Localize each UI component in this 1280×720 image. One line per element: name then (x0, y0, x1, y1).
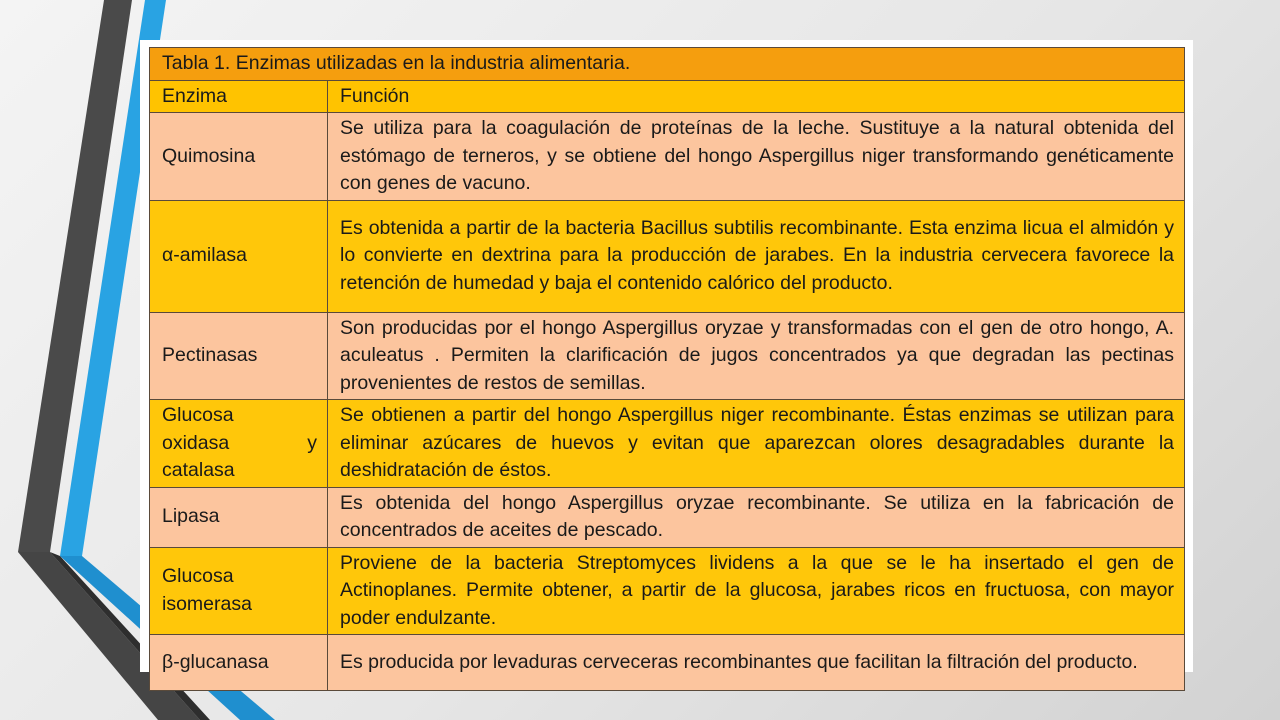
enzyme-name-line: y (307, 431, 317, 454)
column-header-funcion: Función (328, 80, 1185, 113)
table-row (150, 200, 1185, 312)
enzyme-name (150, 547, 328, 635)
table-title-row (150, 48, 1185, 81)
enzyme-function: Es obtenida del hongo Aspergillus oryzae recombinante. Se utiliza en la fabricación de concentrados de aceites de pescado. (328, 487, 1185, 547)
enzyme-name-line-group (162, 430, 317, 458)
enzyme-name: Pectinasas (150, 312, 328, 400)
table-title: Tabla 1. Enzimas utilizadas en la industria alimentaria. (150, 48, 1185, 81)
enzyme-name: β-glucanasa (150, 635, 328, 691)
enzyme-name-line: oxidasa (162, 431, 230, 454)
enzyme-name-line: isomerasa (162, 592, 252, 615)
enzyme-name (150, 400, 328, 488)
table-row (150, 113, 1185, 201)
table-frame (140, 40, 1193, 672)
enzyme-name: Quimosina (150, 113, 328, 201)
enzyme-function: Proviene de la bacteria Streptomyces lividens a la que se le ha insertado el gen de Actinoplanes. Permite obtener, a partir de la glucosa, jarabes ricos en fructuosa, con mayor poder endulzante. (328, 547, 1185, 635)
enzyme-name: Lipasa (150, 487, 328, 547)
enzyme-function: Son producidas por el hongo Aspergillus oryzae y transformadas con el gen de otro hongo, A. aculeatus . Permiten la clarificación de jugos concentrados ya que degradan las pectinas provenientes de restos de semillas. (328, 312, 1185, 400)
table-row (150, 312, 1185, 400)
enzyme-function: Es obtenida a partir de la bacteria Bacillus subtilis recombinante. Esta enzima licua el almidón y lo convierte en dextrina para la producción de jarabes. En la industria cervecera favorece la retención de humedad y baja el contenido calórico del producto. (328, 200, 1185, 312)
table-row (150, 547, 1185, 635)
enzyme-function: Se utiliza para la coagulación de proteínas de la leche. Sustituye a la natural obtenida del estómago de terneros, y se obtiene del hongo Aspergillus niger transformando genéticamente con genes de vacuno. (328, 113, 1185, 201)
table-row (150, 400, 1185, 488)
enzyme-function: Es producida por levaduras cerveceras recombinantes que facilitan la filtración del producto. (328, 635, 1185, 691)
table-row (150, 487, 1185, 547)
table-row (150, 635, 1185, 691)
column-header-enzima: Enzima (150, 80, 328, 113)
enzyme-function: Se obtienen a partir del hongo Aspergillus niger recombinante. Éstas enzimas se utilizan para eliminar azúcares de huevos y evitan que aparezcan olores desagradables durante la deshidratación de éstos. (328, 400, 1185, 488)
enzyme-name: α-amilasa (150, 200, 328, 312)
enzyme-name-line: catalasa (162, 459, 235, 481)
table-header-row (150, 80, 1185, 113)
enzyme-name-line: Glucosa (162, 565, 234, 588)
enzyme-name-line: Glucosa (162, 404, 234, 426)
enzymes-table (149, 47, 1185, 691)
